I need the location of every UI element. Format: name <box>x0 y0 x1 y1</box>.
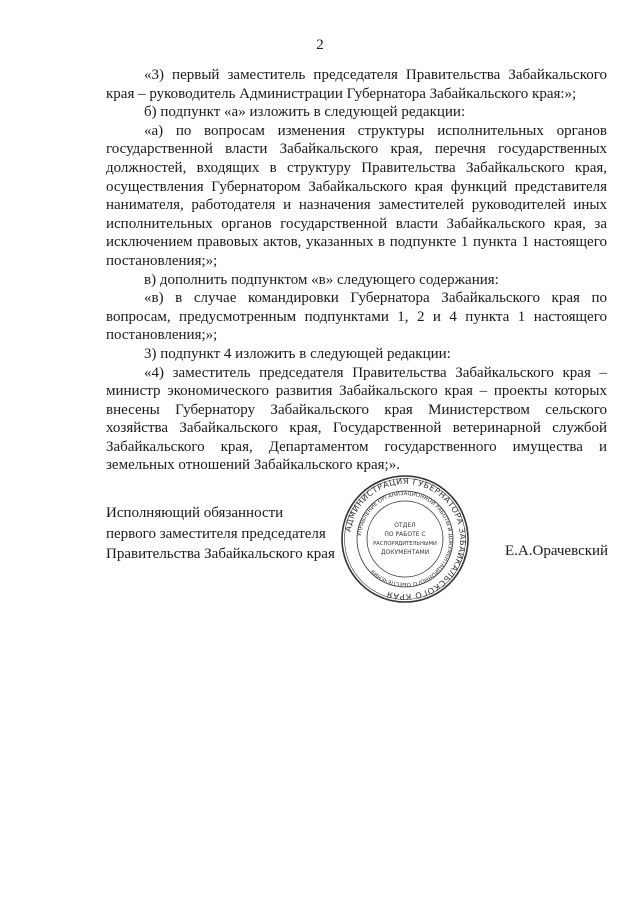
page-number: 2 <box>316 37 324 53</box>
paragraph-6: 3) подпункт 4 изложить в следующей редакции: <box>144 345 451 362</box>
paragraph-1: «3) первый заместитель председателя Правительства Забайкальского края – руководитель Администрации Губернатора Забайкальского края:»; <box>106 67 607 102</box>
signatory-title-line-3: Правительства Забайкальского края <box>106 546 335 562</box>
document-body <box>106 66 607 475</box>
signer-name: Е.А.Орачевский <box>505 543 609 559</box>
official-seal <box>340 474 470 604</box>
seal-center-line-2: ПО РАБОТЕ С <box>384 531 426 538</box>
paragraph-2: б) подпункт «а» изложить в следующей редакции: <box>144 104 466 121</box>
paragraph-7: «4) заместитель председателя Правительства Забайкальского края – министр экономического развития Забайкальского края – проекты которых внесены Губернатору Забайкальского края Министерством сельского хозяйства Забайкальского края, Государственной ветеринарной службой Забайкальского края, Департаментом государственного имущества и земельных отношений Забайкальского края;». <box>106 364 607 474</box>
paragraph-4: в) дополнить подпунктом «в» следующего содержания: <box>144 271 499 288</box>
seal-center-line-3: РАСПОРЯДИТЕЛЬНЫМИ <box>373 541 437 547</box>
signatory-title-line-2: первого заместителя председателя <box>106 525 326 542</box>
seal-inner-text: УПРАВЛЕНИЕ ОРГАНИЗАЦИОННОЙ РАБОТЫ И ДОКУМЕНТАЦИОННОГО ОБЕСПЕЧЕНИЯ <box>357 490 454 588</box>
signatory-block <box>106 503 335 565</box>
seal-center-line-1: ОТДЕЛ <box>394 522 416 529</box>
seal-outer-text: АДМИНИСТРАЦИЯ ГУБЕРНАТОРА ЗАБАЙКАЛЬСКОГО КРАЯ <box>342 475 469 603</box>
signatory-title-line-1: Исполняющий обязанности <box>106 505 284 521</box>
seal-center-line-4: ДОКУМЕНТАМИ <box>380 549 430 556</box>
paragraph-5: «в) в случае командировки Губернатора Забайкальского края по вопросам, предусмотренным подпунктами 1, 2 и 4 пункта 1 настоящего постановления;»; <box>106 290 607 344</box>
svg-text:УПРАВЛЕНИЕ ОРГАНИЗАЦИОННОЙ РАБ <box>357 491 453 587</box>
paragraph-3: «а) по вопросам изменения структуры исполнительных органов государственной власти Забайкальского края, перечня государственных должностей, входящих в структуру Правительства Забайкальского края, осуществления Губернатором Забайкальского края функций представителя нанимателя, работодателя и назначения заместителей руководителей иных исполнительных органов государственной власти Забайкальского края, за исключением правовых актов, указанных в подпункте 1 пункта 1 настоящего постановления;»; <box>106 122 607 269</box>
